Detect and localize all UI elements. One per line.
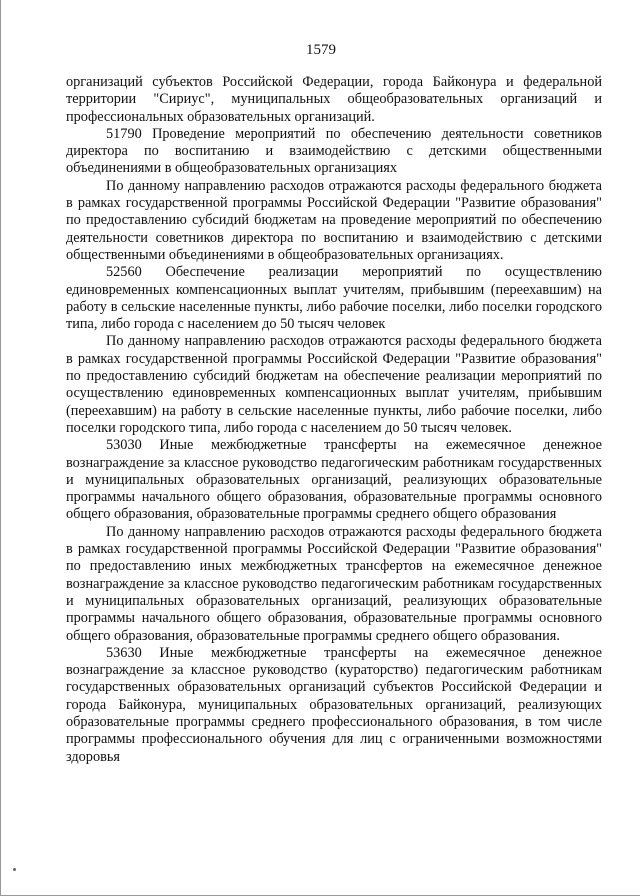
page-number: 1579 — [306, 42, 336, 58]
paragraph-description-52560: По данному направлению расходов отражаются расходы федерального бюджета в рамках государственной программы Российской Федерации "Развитие образования" по предоставлению субсидий бюджетам на обеспечение реализации мероприятий по осуществлению единовременных компенсационных выплат учителям, прибывшим (переехавшим) на работу в сельские населенные пункты, либо рабочие поселки, либо поселки городского типа, либо города с населением до 50 тысяч человек. — [66, 333, 602, 436]
paragraph-description-53030: По данному направлению расходов отражаются расходы федерального бюджета в рамках государственной программы Российской Федерации "Развитие образования" по предоставлению иных межбюджетных трансфертов на ежемесячное денежное вознаграждение за классное руководство педагогическим работникам государственных и муниципальных образовательных организаций, реализующих образовательные программы начального общего образования, образовательные программы основного общего образования, образовательные программы среднего общего образования. — [66, 523, 602, 644]
paragraph-heading-52560: 52560 Обеспечение реализации мероприятий по осуществлению единовременных компенсационных выплат учителям, прибывшим (переехавшим) на работу в сельские населенные пункты, либо рабочие поселки, либо поселки городского типа, либо города с населением до 50 тысяч человек — [66, 264, 602, 333]
document-body — [66, 74, 602, 766]
paragraph-continuation: организаций субъектов Российской Федерации, города Байконура и федеральной территории "Сириус", муниципальных общеобразовательных организаций и профессиональных образовательных организаций. — [66, 74, 602, 125]
paragraph-heading-51790: 51790 Проведение мероприятий по обеспечению деятельности советников директора по воспитанию и взаимодействию с детскими общественными объединениями в общеобразовательных организациях — [66, 125, 602, 177]
paragraph-heading-53030: 53030 Иные межбюджетные трансферты на ежемесячное денежное вознаграждение за классное руководство педагогическим работникам государственных и муниципальных образовательных организаций, реализующих образовательные программы начального общего образования, образовательные программы основного общего образования, образовательные программы среднего общего образования — [66, 437, 602, 523]
paragraph-heading-53630: 53630 Иные межбюджетные трансферты на ежемесячное денежное вознаграждение за классное руководство (кураторство) педагогическим работникам государственных образовательных организаций субъектов Российской Федерации и города Байконура, муниципальных образовательных организаций, реализующих образовательные программы среднего профессионального образования, в том числе программы профессионального обучения для лиц с ограниченными возможностями здоровья — [66, 644, 602, 765]
scan-artifact — [13, 868, 16, 871]
paragraph-description-51790: По данному направлению расходов отражаются расходы федерального бюджета в рамках государственной программы Российской Федерации "Развитие образования" по предоставлению субсидий бюджетам на проведение мероприятий по обеспечению деятельности советников директора по воспитанию и взаимодействию с детскими общественными объединениями в общеобразовательных организациях. — [66, 177, 602, 263]
